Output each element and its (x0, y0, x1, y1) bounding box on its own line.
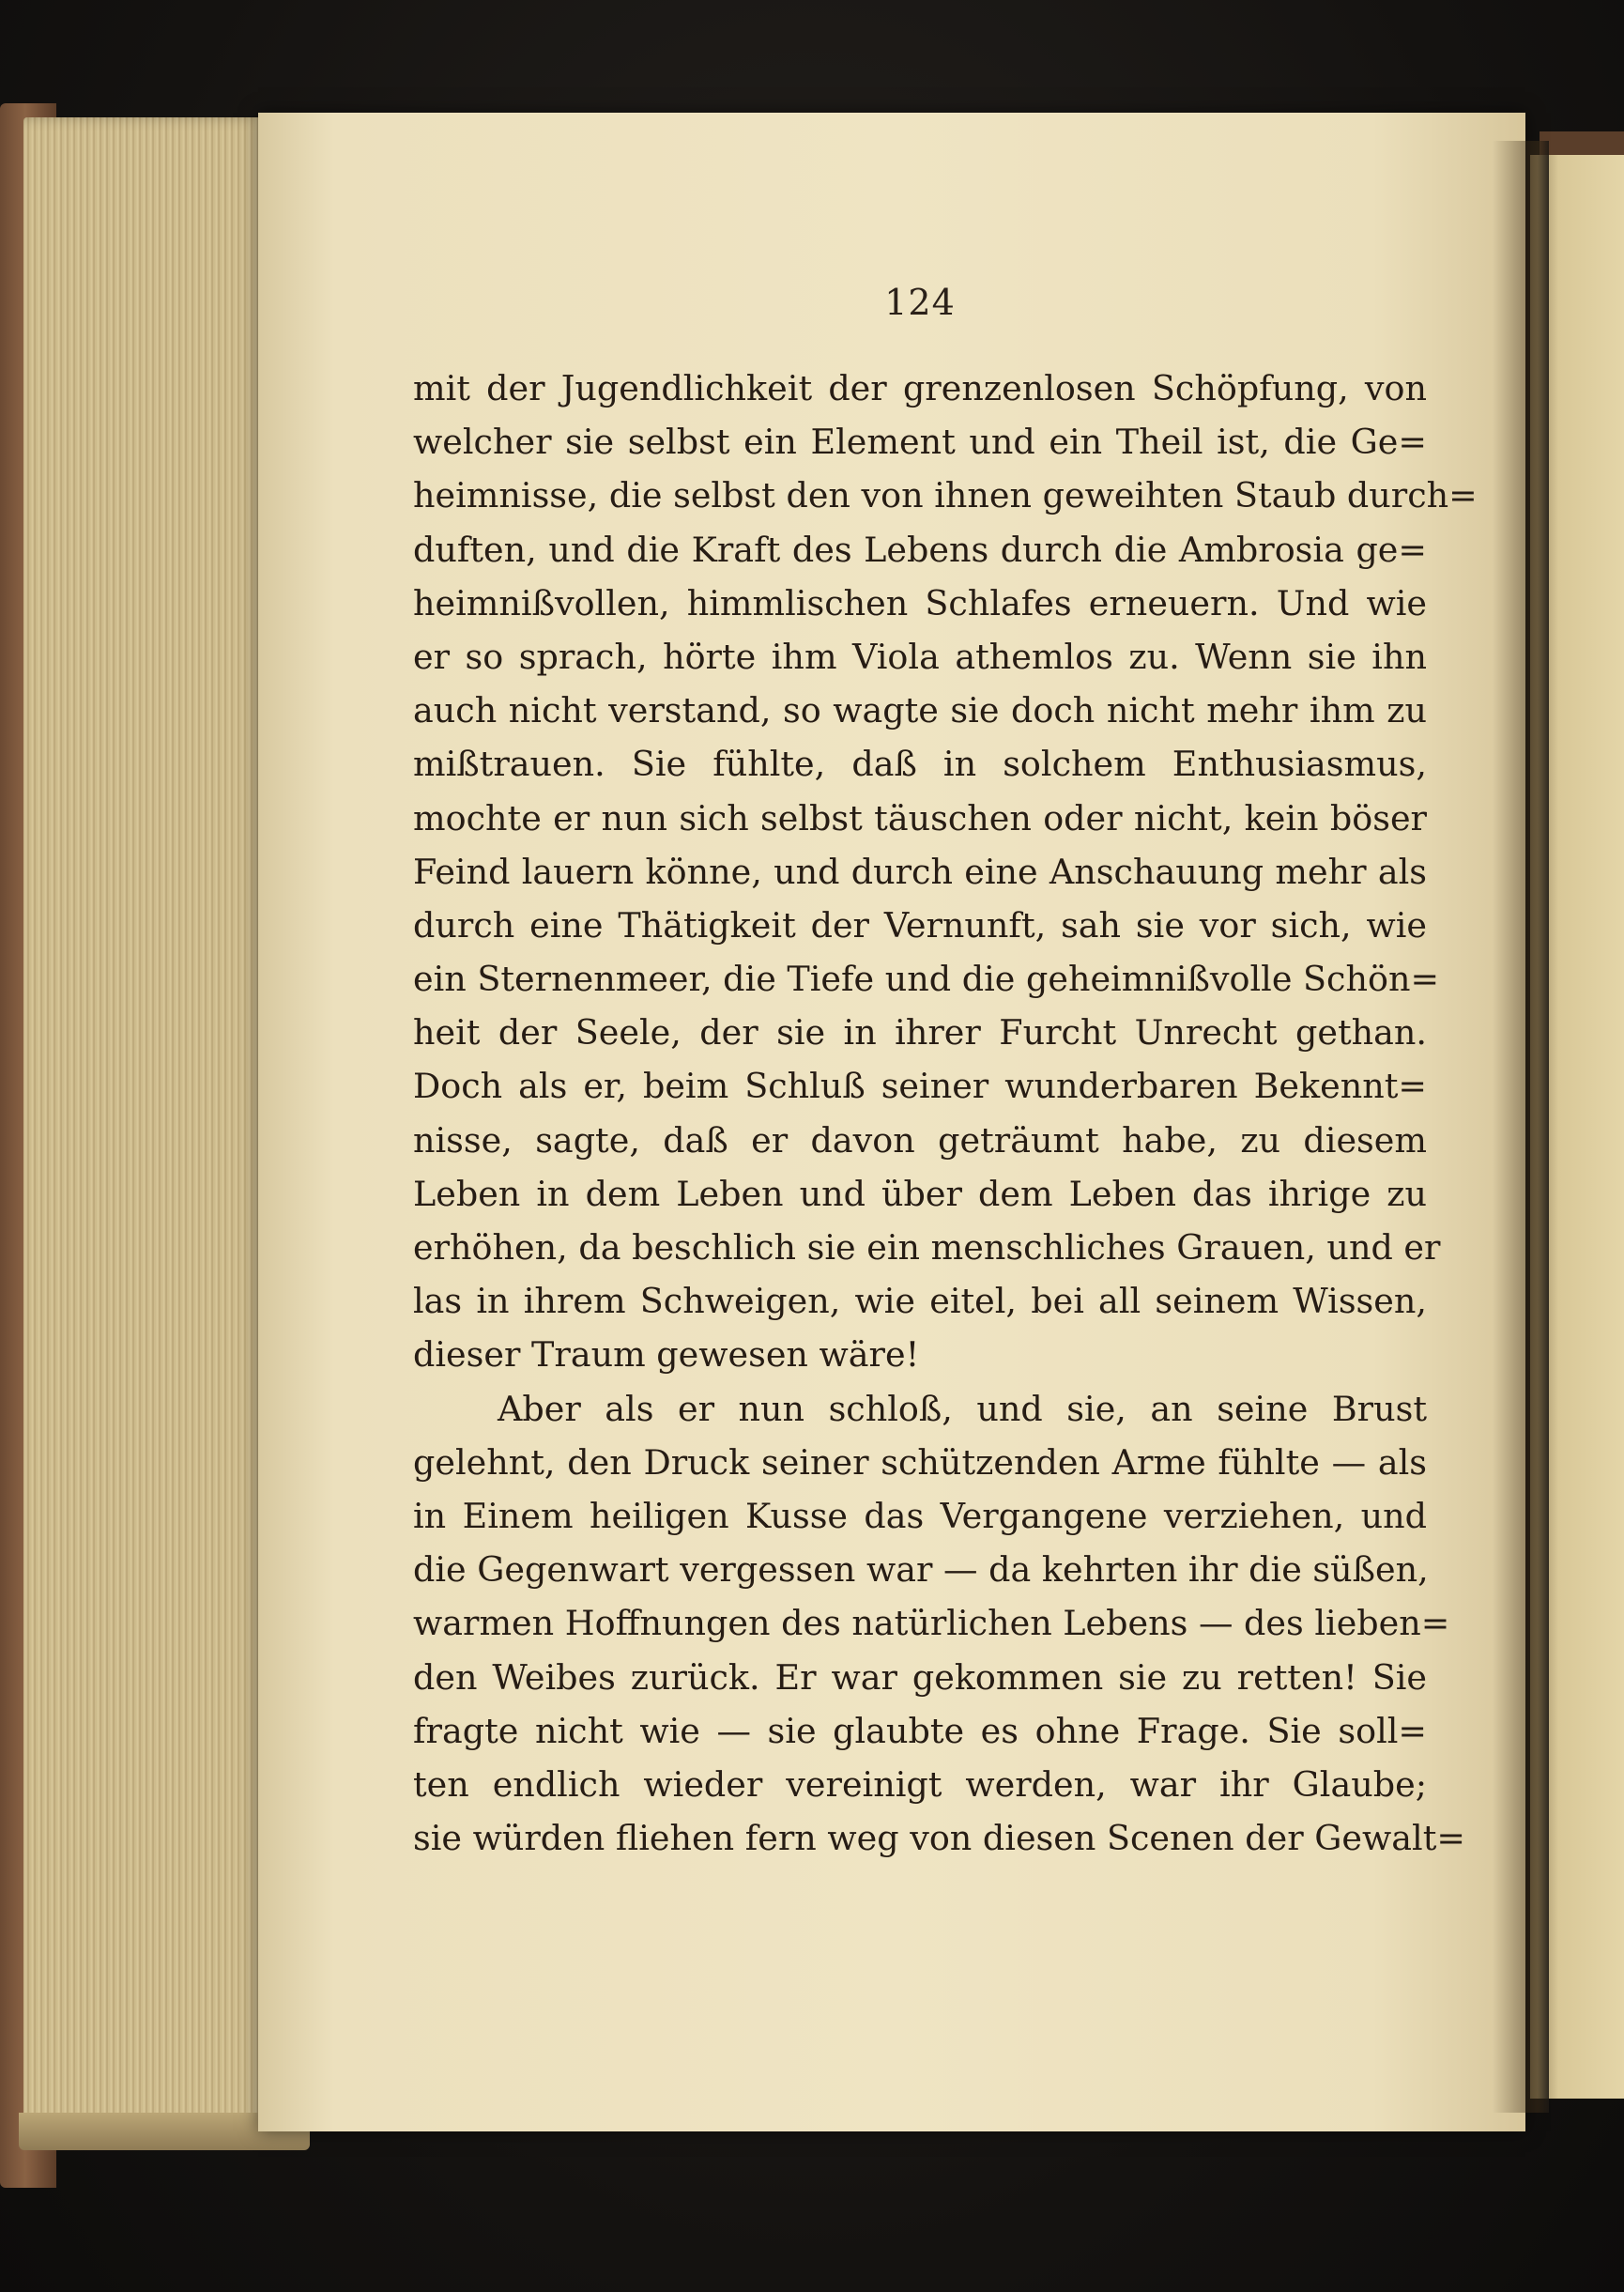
text-line: ten endlich wieder vereinigt werden, war ihr Glaube; (413, 1763, 1427, 1805)
text-line: heimnißvollen, himmlischen Schlafes erneuern. Und wie (413, 582, 1427, 623)
text-line: durch eine Thätigkeit der Vernunft, sah sie vor sich, wie (413, 904, 1427, 946)
gutter-shadow (1493, 141, 1549, 2113)
text-line: Leben in dem Leben und über dem Leben das ihrige zu (413, 1173, 1427, 1214)
text-line: gelehnt, den Druck seiner schützenden Arme fühlte — als (413, 1441, 1427, 1483)
text-line: ein Sternenmeer, die Tiefe und die geheimnißvolle Schön= (413, 959, 1440, 1000)
text-line: las in ihrem Schweigen, wie eitel, bei all seinem Wissen, (413, 1281, 1427, 1322)
text-line: Aber als er nun schloß, und sie, an seine Brust (498, 1388, 1427, 1429)
text-line: mit der Jugendlichkeit der grenzenlosen Schöpfung, von (413, 368, 1427, 408)
text-line: Doch als er, beim Schluß seiner wunderbaren Bekennt= (413, 1066, 1427, 1107)
text-line: er so sprach, hörte ihm Viola athemlos zu. Wenn sie ihn (413, 636, 1427, 677)
text-line: warmen Hoffnungen des natürlichen Lebens — des lieben= (413, 1603, 1450, 1644)
text-line: dieser Traum gewesen wäre! (413, 1334, 920, 1376)
text-line: in Einem heiligen Kusse das Vergangene verziehen, und (413, 1495, 1427, 1536)
text-line: fragte nicht wie — sie glaubte es ohne Frage. Sie soll= (413, 1710, 1427, 1751)
text-line: mißtrauen. Sie fühlte, daß in solchem Enthusiasmus, (413, 744, 1427, 785)
text-line: sie würden fliehen fern weg von diesen Scenen der Gewalt= (413, 1818, 1465, 1859)
facing-cover (1540, 131, 1624, 155)
text-line: auch nicht verstand, so wagte sie doch nicht mehr ihm zu (413, 690, 1427, 731)
text-line: heit der Seele, der sie in ihrer Furcht Unrecht gethan. (413, 1012, 1427, 1054)
text-line: heimnisse, die selbst den von ihnen geweihten Staub durch= (413, 475, 1478, 516)
text-line: welcher sie selbst ein Element und ein Theil ist, die Ge= (413, 422, 1427, 463)
text-line: duften, und die Kraft des Lebens durch die Ambrosia ge= (413, 529, 1427, 570)
text-line: die Gegenwart vergessen war — da kehrten ihr die süßen, (413, 1549, 1429, 1591)
text-line: erhöhen, da beschlich sie ein menschliches Grauen, und er (413, 1227, 1441, 1268)
text-line: nisse, sagte, daß er davon geträumt habe, zu diesem (413, 1119, 1427, 1161)
page-number: 124 (884, 282, 956, 323)
text-line: mochte er nun sich selbst täuschen oder nicht, kein böser (413, 797, 1427, 838)
text-line: den Weibes zurück. Er war gekommen sie zu retten! Sie (413, 1656, 1427, 1698)
page-text (413, 361, 1478, 1865)
text-line: Feind lauern könne, und durch eine Anschauung mehr als (413, 851, 1427, 892)
page-stack (23, 117, 296, 2127)
